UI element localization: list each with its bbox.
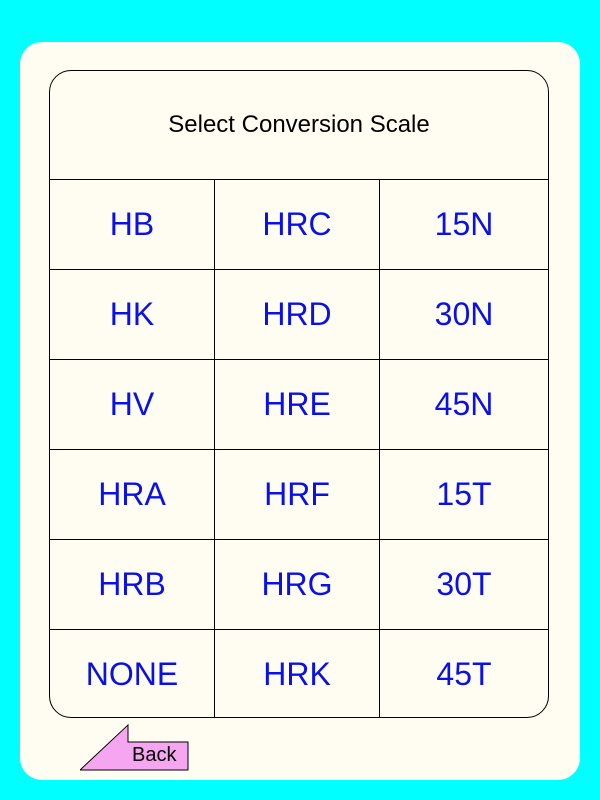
scale-option-hrb[interactable]: HRB (50, 540, 215, 629)
scale-options-grid (50, 180, 548, 718)
table-row (50, 630, 548, 718)
table-row (50, 450, 548, 540)
scale-option-hrk[interactable]: HRK (215, 630, 380, 718)
scale-option-15n[interactable]: 15N (434, 206, 494, 242)
table-row (50, 180, 548, 270)
scale-option-hb[interactable]: HB (50, 180, 215, 269)
scale-option-45n[interactable]: 45N (434, 386, 494, 422)
back-button[interactable] (80, 724, 190, 772)
scale-option-45t[interactable]: 45T (436, 656, 492, 692)
scale-option-30n[interactable]: 30N (434, 296, 494, 332)
scale-option-none[interactable]: NONE (50, 630, 215, 718)
scale-option-hre[interactable]: HRE (215, 360, 380, 449)
scale-option-hra[interactable]: HRA (50, 450, 215, 539)
scale-option-hrc[interactable]: HRC (215, 180, 380, 269)
scale-option-hv[interactable]: HV (50, 360, 215, 449)
table-row (50, 270, 548, 360)
scale-option-hrd[interactable]: HRD (215, 270, 380, 359)
table-row (50, 540, 548, 630)
scale-option-hrg[interactable]: HRG (215, 540, 380, 629)
scale-selection-table (49, 70, 549, 718)
back-button-label: Back (132, 744, 177, 766)
page-title: Select Conversion Scale (50, 71, 548, 180)
scale-option-hk[interactable]: HK (50, 270, 215, 359)
scale-option-hrf[interactable]: HRF (215, 450, 380, 539)
table-row (50, 360, 548, 450)
scale-option-15t[interactable]: 15T (436, 476, 492, 512)
scale-option-30t[interactable]: 30T (436, 566, 492, 602)
